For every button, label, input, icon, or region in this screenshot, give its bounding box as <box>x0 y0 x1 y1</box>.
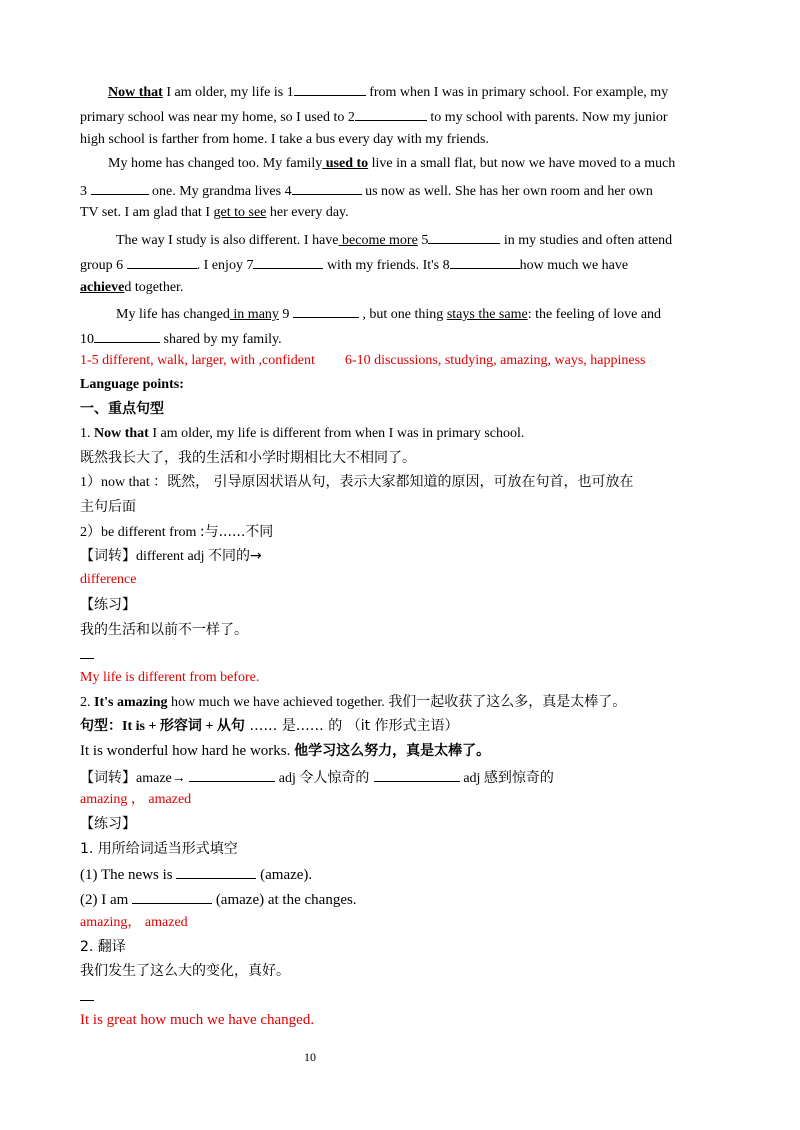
blank[interactable] <box>189 767 275 782</box>
passage-line <box>80 106 668 127</box>
text: adj <box>275 771 300 786</box>
note-text: ：既然， 引导原因状语从句，表示大家都知道的原因，可放在句首，也可放在 <box>153 474 634 490</box>
blank[interactable] <box>374 767 460 782</box>
passage-line <box>116 229 672 250</box>
exercise-title: 1. 用所给词适当形式填空 <box>80 841 238 857</box>
blank-6[interactable] <box>127 254 197 269</box>
text: with my friends. It's 8 <box>323 258 450 273</box>
answer-dash <box>80 1000 94 1001</box>
answer-line: It is great how much we have changed. <box>80 1012 315 1028</box>
text: (1) The news is <box>80 867 177 883</box>
text: from when I was in primary school. For example, my <box>365 85 669 100</box>
text: d together. <box>124 280 184 295</box>
text: I am older, my life is 1 <box>162 85 294 100</box>
passage-line <box>80 254 628 275</box>
text: shared by my family. <box>160 332 282 347</box>
text: 我们一起收获了这么多，真是太棒了。 <box>388 694 627 710</box>
passage-line <box>80 328 282 349</box>
text: My home has changed too. My family <box>108 156 323 171</box>
text: one. My grandma lives 4 <box>148 184 292 199</box>
text: I am older, my life is different from when I was in primary school. <box>148 426 525 441</box>
label: 句型： <box>80 718 122 734</box>
text: to my school with parents. Now my junior <box>426 110 668 125</box>
text: her every day. <box>266 205 349 220</box>
blank-7[interactable] <box>253 254 323 269</box>
answer-line: amazing ， amazed <box>80 792 192 807</box>
text: us now as well. She has her own room and her own <box>361 184 653 199</box>
practice-label: 【练习】 <box>80 816 136 832</box>
text: My life has changed <box>116 307 230 322</box>
practice-label: 【练习】 <box>80 597 136 613</box>
answer-dash <box>80 658 94 659</box>
blank-10[interactable] <box>94 328 160 343</box>
achieve-word: achieve <box>80 280 125 295</box>
blank-4[interactable] <box>292 180 362 195</box>
text: . I enjoy 7 <box>196 258 254 273</box>
note-1-cont: 主句后面 <box>80 499 136 515</box>
blank[interactable] <box>132 889 212 904</box>
text: high school is farther from home. I take a bus every day with my friends. <box>80 132 490 147</box>
blank-3[interactable] <box>91 180 149 195</box>
blank[interactable] <box>176 864 256 879</box>
item-key-phrase: It's amazing <box>94 695 168 710</box>
text: 9 <box>278 307 293 322</box>
note-2 <box>80 523 273 542</box>
blank-2[interactable] <box>355 106 427 121</box>
label: 【词转】 <box>80 770 136 786</box>
section-heading: 一、重点句型 <box>80 401 164 417</box>
text: 不同的→ <box>208 548 262 564</box>
example-sentence <box>80 742 490 760</box>
text: (amaze). <box>256 867 313 883</box>
stays-the-same-phrase: stays the same <box>446 307 528 322</box>
now-that-phrase: Now that <box>108 85 163 100</box>
item-key-phrase: Now that <box>94 426 149 441</box>
sentence-pattern <box>80 717 459 736</box>
text: amaze→ <box>136 771 190 786</box>
passage-line <box>116 303 661 324</box>
text: 令人惊奇的 <box>299 770 374 786</box>
exercise-title: 2. 翻译 <box>80 939 126 955</box>
blank-1[interactable] <box>294 81 366 96</box>
text: live in a small flat, but now we have moved to a much <box>368 156 676 171</box>
page-number: 10 <box>304 1050 316 1064</box>
item-number: 2. <box>80 695 94 710</box>
text: 10 <box>80 332 94 347</box>
answer-line <box>80 352 646 370</box>
passage-line <box>108 81 668 102</box>
word-conversion <box>80 547 262 566</box>
note-term: 2）be different from <box>80 525 200 540</box>
pattern: It is + 形容词 + 从句 <box>122 719 245 734</box>
text: primary school was near my home, so I used to 2 <box>80 110 355 125</box>
get-to-see-phrase: get to see <box>213 205 267 220</box>
passage-line <box>80 180 653 201</box>
blank-5[interactable] <box>428 229 500 244</box>
text: adj <box>459 771 484 786</box>
text: TV set. I am glad that I <box>80 205 214 220</box>
language-points-heading: Language points: <box>80 377 184 392</box>
exercise-question <box>80 889 357 909</box>
answers-1-5: 1-5 different, walk, larger, with ,confident <box>80 353 315 368</box>
used-to-phrase: used to <box>322 156 369 171</box>
item-2-sentence <box>80 693 626 712</box>
label: 【词转】 <box>80 548 136 564</box>
passage-line <box>80 279 183 297</box>
text: 感到惊奇的 <box>483 770 554 786</box>
item-number: 1. <box>80 426 94 441</box>
text: 他学习这么努力，真是太棒了。 <box>294 743 491 759</box>
answer-line: My life is different from before. <box>80 670 260 685</box>
text: 3 <box>80 184 91 199</box>
become-more-phrase: become more <box>338 233 418 248</box>
blank-8[interactable] <box>450 254 520 269</box>
text: (amaze) at the changes. <box>212 892 357 908</box>
text: 5 <box>417 233 429 248</box>
blank-9[interactable] <box>293 303 359 318</box>
word-conversion <box>80 767 554 788</box>
text: how much we have achieved together. <box>167 695 389 710</box>
text: It is wonderful how hard he works. <box>80 743 295 759</box>
text: …… 是…… 的 （it 作形式主语） <box>244 718 459 734</box>
passage-line <box>80 131 489 149</box>
in-many-phrase: in many <box>229 307 279 322</box>
answer-line: amazing， amazed <box>80 915 188 930</box>
text: The way I study is also different. I have <box>116 233 339 248</box>
exercise-question: 我们发生了这么大的变化，真好。 <box>80 963 290 979</box>
item-1-sentence <box>80 425 524 443</box>
text: how much we have <box>519 258 629 273</box>
note-1 <box>80 473 634 492</box>
note-text: :与......不同 <box>199 524 274 540</box>
text: in my studies and often attend <box>500 233 673 248</box>
answers-6-10: 6-10 discussions, studying, amazing, ways, happiness <box>344 353 646 368</box>
text: : the feeling of love and <box>527 307 662 322</box>
text: group 6 <box>80 258 127 273</box>
practice-question: 我的生活和以前不一样了。 <box>80 622 248 638</box>
answer-line: difference <box>80 572 137 587</box>
passage-line <box>80 204 349 222</box>
passage-line <box>108 155 675 173</box>
note-term: 1）now that <box>80 475 154 490</box>
exercise-question <box>80 864 312 884</box>
text: (2) I am <box>80 892 133 908</box>
text: different adj <box>136 549 209 564</box>
text: , but one thing <box>358 307 447 322</box>
item-1-translation: 既然我长大了，我的生活和小学时期相比大不相同了。 <box>80 450 416 466</box>
